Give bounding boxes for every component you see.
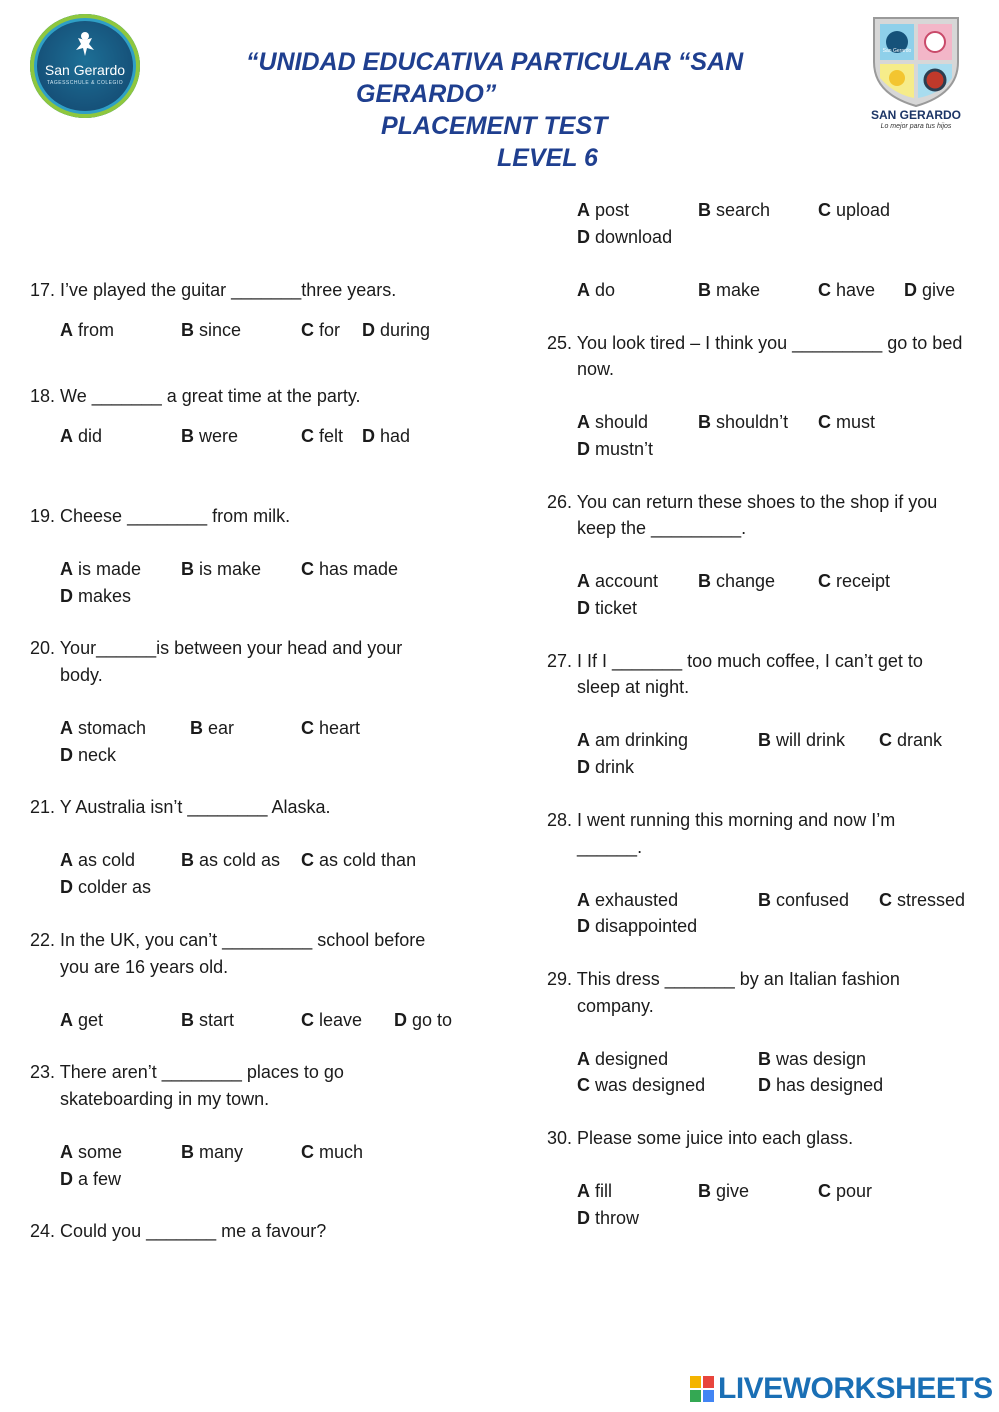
question-29-stem-cont: company. — [577, 996, 654, 1016]
q21-option-a[interactable]: A as cold — [60, 850, 136, 870]
q28-option-d[interactable]: D disappointed — [577, 916, 698, 936]
q20-option-c[interactable]: C heart — [301, 718, 361, 738]
question-27-stem: 27. I If I _______ too much coffee, I can’t get to — [547, 651, 923, 671]
q22-option-d[interactable]: D go to — [394, 1010, 453, 1030]
q22-option-c[interactable]: C leave — [301, 1010, 363, 1030]
q23-option-c[interactable]: C much — [301, 1142, 364, 1162]
shield-icon — [870, 14, 962, 108]
q17-option-d[interactable]: D during — [362, 320, 431, 340]
q25-option-b[interactable]: B shouldn’t — [698, 412, 789, 432]
question-24-stem: 24. Could you _______ me a favour? — [30, 1221, 327, 1241]
school-logo-left — [30, 14, 140, 118]
q17-option-a[interactable]: A from — [60, 320, 115, 340]
qa-option-a[interactable]: A post — [577, 200, 630, 220]
question-29-stem: 29. This dress _______ by an Italian fashion — [547, 969, 900, 989]
q29-option-c[interactable]: C was designed — [577, 1075, 706, 1095]
title-line-3: PLACEMENT TEST — [381, 112, 608, 140]
q27-option-b[interactable]: B will drink — [758, 730, 846, 750]
qb-option-c[interactable]: C have — [818, 280, 876, 300]
logo-left-subtitle: TAGESSCHULE & COLEGIO — [46, 80, 124, 86]
question-20-stem-cont: body. — [60, 665, 103, 685]
title-line-2: GERARDO” — [356, 80, 497, 108]
q18-option-d[interactable]: D had — [362, 426, 411, 446]
question-27-stem-cont: sleep at night. — [577, 677, 690, 697]
crest-name: SAN GERARDO — [870, 108, 961, 122]
q26-option-d[interactable]: D ticket — [577, 598, 638, 618]
q22-option-a[interactable]: A get — [60, 1010, 104, 1030]
q19-option-a[interactable]: A is made — [60, 559, 142, 579]
q20-option-b[interactable]: B ear — [190, 718, 235, 738]
question-28-stem-cont: ______. — [577, 837, 643, 857]
qb-option-a[interactable]: A do — [577, 280, 616, 300]
q27-option-d[interactable]: D drink — [577, 757, 635, 777]
qa-option-d[interactable]: D download — [577, 227, 673, 247]
q20-option-d[interactable]: D neck — [60, 745, 117, 765]
title-line-4: LEVEL 6 — [497, 144, 598, 172]
question-17-stem: 17. I’ve played the guitar _______three years. — [30, 280, 397, 300]
q25-option-d[interactable]: D mustn’t — [577, 439, 654, 459]
q19-option-d[interactable]: D makes — [60, 586, 132, 606]
q18-option-b[interactable]: B were — [181, 426, 239, 446]
question-20-stem: 20. Your______is between your head and your — [30, 638, 403, 658]
q25-option-a[interactable]: A should — [577, 412, 649, 432]
liveworksheets-badge-icon — [690, 1376, 714, 1402]
question-28-stem: 28. I went running this morning and now I’m — [547, 810, 896, 830]
star-figure-icon — [70, 30, 100, 60]
question-22-stem-cont: you are 16 years old. — [60, 957, 229, 977]
q27-option-c[interactable]: C drank — [879, 730, 943, 750]
qb-option-d[interactable]: D give — [904, 280, 956, 300]
q25-option-c[interactable]: C must — [818, 412, 876, 432]
q30-option-c[interactable]: C pour — [818, 1181, 873, 1201]
logo-left-name: San Gerardo — [44, 62, 126, 78]
q23-option-d[interactable]: D a few — [60, 1169, 122, 1189]
qa-option-b[interactable]: B search — [698, 200, 771, 220]
qa-option-c[interactable]: C upload — [818, 200, 891, 220]
q30-option-d[interactable]: D throw — [577, 1208, 640, 1228]
q28-option-a[interactable]: A exhausted — [577, 890, 679, 910]
q22-option-b[interactable]: B start — [181, 1010, 235, 1030]
q28-option-b[interactable]: B confused — [758, 890, 850, 910]
qb-option-b[interactable]: B make — [698, 280, 761, 300]
question-23-stem-cont: skateboarding in my town. — [60, 1089, 270, 1109]
brand-text: LIVEWORKSHEETS — [718, 1372, 993, 1405]
q23-option-a[interactable]: A some — [60, 1142, 123, 1162]
q19-option-c[interactable]: C has made — [301, 559, 399, 579]
q18-option-a[interactable]: A did — [60, 426, 103, 446]
q21-option-b[interactable]: B as cold as — [181, 850, 281, 870]
q21-option-c[interactable]: C as cold than — [301, 850, 417, 870]
question-21-stem: 21. Y Australia isn’t ________ Alaska. — [30, 797, 331, 817]
question-25-stem: 25. You look tired – I think you _________ go to bed — [547, 333, 963, 353]
question-26-stem-cont: keep the _________. — [577, 518, 747, 538]
q29-option-b[interactable]: B was design — [758, 1049, 867, 1069]
q20-option-a[interactable]: A stomach — [60, 718, 147, 738]
q29-option-a[interactable]: A designed — [577, 1049, 669, 1069]
title-line-1: “UNIDAD EDUCATIVA PARTICULAR “SAN — [246, 48, 744, 76]
q28-option-c[interactable]: C stressed — [879, 890, 966, 910]
q26-option-a[interactable]: A account — [577, 571, 659, 591]
question-26-stem: 26. You can return these shoes to the shop if you — [547, 492, 938, 512]
question-25-stem-cont: now. — [577, 359, 615, 379]
q30-option-b[interactable]: B give — [698, 1181, 750, 1201]
crest-mini-label: San Gerardo — [882, 48, 912, 54]
q19-option-b[interactable]: B is make — [181, 559, 262, 579]
q27-option-a[interactable]: A am drinking — [577, 730, 689, 750]
crest-motto: Lo mejor para tus hijos — [880, 123, 952, 130]
question-18-stem: 18. We _______ a great time at the party. — [30, 386, 361, 406]
q17-option-b[interactable]: B since — [181, 320, 242, 340]
q18-option-c[interactable]: C felt — [301, 426, 344, 446]
school-crest — [870, 14, 962, 134]
question-23-stem: 23. There aren’t ________ places to go — [30, 1062, 344, 1082]
question-22-stem: 22. In the UK, you can’t _________ school before — [30, 930, 426, 950]
q29-option-d[interactable]: D has designed — [758, 1075, 884, 1095]
q21-option-d[interactable]: D colder as — [60, 877, 152, 897]
q23-option-b[interactable]: B many — [181, 1142, 244, 1162]
q26-option-b[interactable]: B change — [698, 571, 776, 591]
question-19-stem: 19. Cheese ________ from milk. — [30, 506, 291, 526]
q30-option-a[interactable]: A fill — [577, 1181, 613, 1201]
q26-option-c[interactable]: C receipt — [818, 571, 891, 591]
question-30-stem: 30. Please some juice into each glass. — [547, 1128, 854, 1148]
q17-option-c[interactable]: C for — [301, 320, 341, 340]
